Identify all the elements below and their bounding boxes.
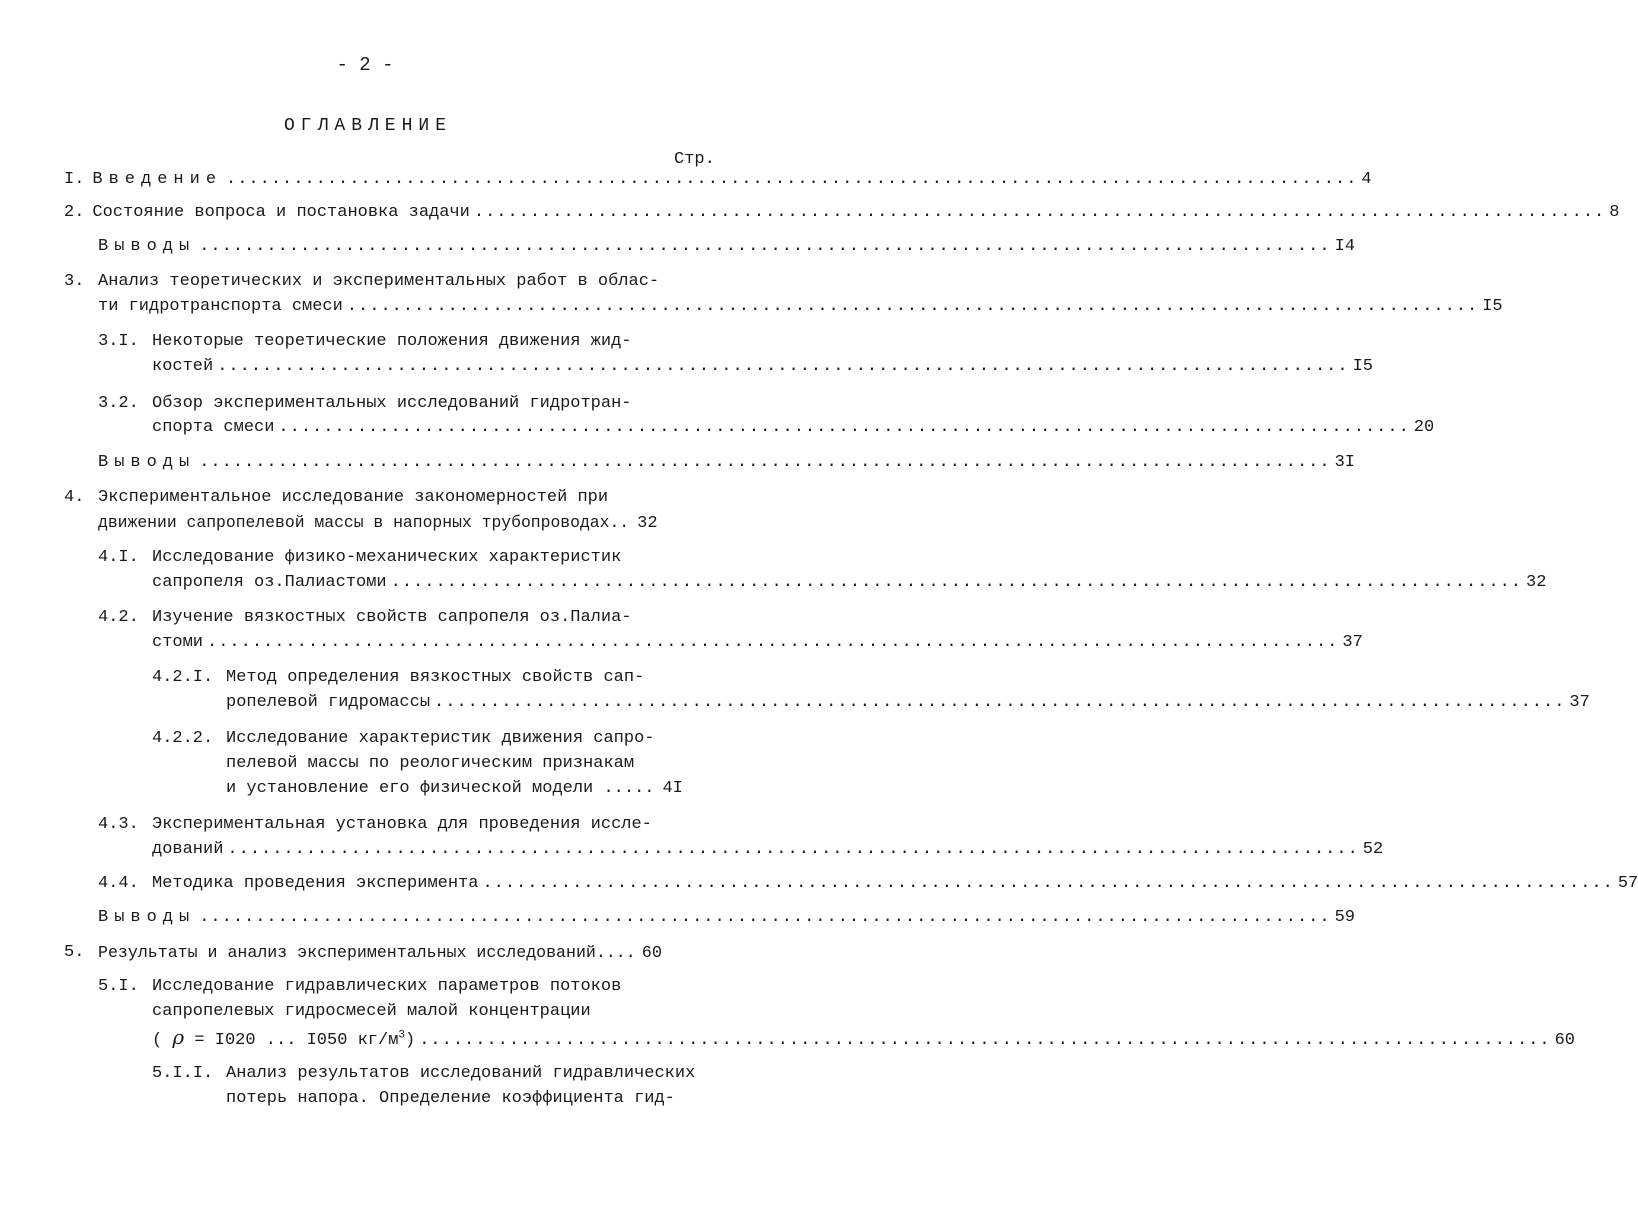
toc-leader: .....................................................................................................: [199, 908, 1331, 927]
toc-page: 4I: [662, 779, 683, 798]
toc-leader: .....................................................................................................: [419, 1031, 1551, 1050]
toc-title-line: сапропелевых гидросмесей малой концентрации: [152, 1002, 591, 1021]
toc-entry-conclusions: [98, 908, 1355, 928]
toc-page: 3I: [1334, 453, 1355, 472]
toc-number: 4.: [64, 488, 85, 507]
toc-title-line: и установление его физической модели .....: [226, 779, 655, 798]
toc-entry-viscosity: [152, 633, 1363, 653]
page-column-label: Стр.: [674, 150, 715, 169]
toc-title-line: Исследование гидравлических параметров потоков: [152, 977, 622, 996]
toc-page: 37: [1569, 693, 1590, 712]
toc-title: Состояние вопроса и постановка задачи: [92, 203, 470, 222]
toc-entry-introduction: [64, 170, 1372, 190]
toc-number: 4.2.I.: [152, 668, 214, 687]
toc-title-line: пелевой массы по реологическим признакам: [226, 754, 635, 773]
toc-title: Результаты и анализ экспериментальных исследований....: [98, 943, 636, 962]
toc-title-line: спорта смеси: [152, 418, 275, 437]
toc-page: 20: [1413, 418, 1435, 437]
toc-title: Выводы: [98, 908, 196, 927]
toc-entry-conclusions: [98, 453, 1355, 473]
toc-number: 3.2.: [98, 394, 139, 413]
toc-title-line: Изучение вязкостных свойств сапропеля оз.Палиа-: [152, 608, 632, 627]
toc-number: 3.I.: [98, 332, 139, 351]
page-title: ОГЛАВЛЕНИЕ: [283, 116, 453, 136]
toc-page: 52: [1362, 840, 1384, 859]
toc-title-line: Анализ результатов исследований гидравлических: [226, 1064, 696, 1083]
toc-leader: .....................................................................................................: [390, 573, 1523, 592]
toc-entry-theory: [152, 357, 1373, 377]
toc-title: Методика проведения эксперимента: [152, 874, 479, 893]
toc-leader: .....................................................................................................: [226, 170, 1358, 189]
page-number: - 2 -: [336, 54, 394, 76]
toc-number: 4.2.2.: [152, 729, 214, 748]
toc-leader: .....................................................................................................: [217, 357, 1349, 376]
toc-page: 60: [641, 944, 663, 963]
toc-page: 32: [637, 514, 658, 533]
toc-page: 60: [1554, 1031, 1576, 1050]
toc-entry-setup: [152, 840, 1384, 860]
toc-title-line: костей: [152, 357, 214, 376]
toc-number: 2.: [64, 203, 85, 222]
toc-entry-methodology: [152, 874, 1638, 894]
toc-leader: .....................................................................................................: [278, 418, 1410, 437]
toc-page: I5: [1352, 357, 1373, 376]
toc-leader: .....................................................................................................: [473, 203, 1606, 222]
toc-number: 4.4.: [98, 874, 139, 893]
toc-title-line: ропелевой гидромассы: [226, 693, 431, 712]
toc-title-line: Экспериментальная установка для проведения иссле-: [152, 815, 652, 834]
toc-entry-properties: [152, 573, 1547, 593]
toc-entry-rheology: [226, 779, 700, 799]
cubed-superscript: 3: [398, 1029, 406, 1042]
toc-page: I5: [1482, 297, 1503, 316]
toc-leader: .....................................................................................................: [207, 633, 1339, 652]
toc-number: 5.I.: [98, 977, 139, 996]
open-paren: (: [152, 1031, 163, 1050]
toc-page: 57: [1617, 874, 1638, 893]
toc-entry-results: [98, 943, 700, 964]
toc-page: 4: [1361, 170, 1372, 189]
rho-symbol: ρ: [172, 1025, 185, 1049]
toc-title-line: Исследование физико-механических характеристик: [152, 548, 622, 567]
toc-page: 32: [1526, 573, 1547, 592]
toc-title: Выводы: [98, 237, 196, 256]
toc-number: 4.I.: [98, 548, 139, 567]
toc-entry-conclusions: [98, 237, 1355, 257]
toc-entry-hydraulic-params: [152, 1025, 1576, 1051]
toc-entry-review: [152, 418, 1435, 438]
toc-title-line: [152, 1027, 415, 1051]
toc-title: Выводы: [98, 453, 196, 472]
toc-page: I4: [1334, 237, 1355, 256]
toc-number: 4.3.: [98, 815, 139, 834]
toc-leader: .....................................................................................................: [227, 840, 1359, 859]
toc-number: 4.2.: [98, 608, 139, 627]
toc-entry-viscosity-method: [226, 693, 1590, 713]
toc-title-line: Некоторые теоретические положения движения жид-: [152, 332, 632, 351]
toc-leader: .....................................................................................................: [482, 874, 1614, 893]
toc-leader: .....................................................................................................: [199, 237, 1331, 256]
toc-title-line: ти гидротранспорта смеси: [98, 297, 343, 316]
toc-title-line: Анализ теоретических и экспериментальных работ в облас-: [98, 272, 660, 291]
toc-title-line: потерь напора. Определение коэффициента гид-: [226, 1089, 675, 1108]
toc-title-line: дований: [152, 840, 224, 859]
toc-title: Введение: [92, 170, 223, 189]
toc-title-line: Обзор экспериментальных исследований гидротран-: [152, 394, 632, 413]
toc-title-line: движении сапропелевой массы в напорных трубопроводах..: [98, 513, 630, 532]
toc-leader: .....................................................................................................: [346, 297, 1479, 316]
toc-entry-analysis: [98, 297, 1503, 317]
toc-number: 5.I.I.: [152, 1064, 214, 1083]
density-range: = I020 ... I050 кг/м: [184, 1031, 399, 1050]
close-paren: ): [405, 1031, 416, 1050]
toc-page: 59: [1334, 908, 1355, 927]
toc-leader: .....................................................................................................: [434, 693, 1566, 712]
toc-page: 8: [1609, 203, 1620, 222]
toc-entry-experimental: [98, 513, 700, 534]
toc-title-line: сапропеля оз.Палиастоми: [152, 573, 387, 592]
toc-number: 3.: [64, 272, 85, 291]
toc-entry-problem-statement: [64, 203, 1620, 223]
toc-title-line: стоми: [152, 633, 204, 652]
toc-page: 37: [1342, 633, 1363, 652]
toc-leader: .....................................................................................................: [199, 453, 1331, 472]
toc-number: I.: [64, 170, 85, 189]
toc-number: 5.: [64, 943, 85, 962]
toc-title-line: Экспериментальное исследование закономерностей при: [98, 488, 609, 507]
toc-title-line: Исследование характеристик движения сапро-: [226, 729, 655, 748]
toc-title-line: Метод определения вязкостных свойств сап-: [226, 668, 645, 687]
